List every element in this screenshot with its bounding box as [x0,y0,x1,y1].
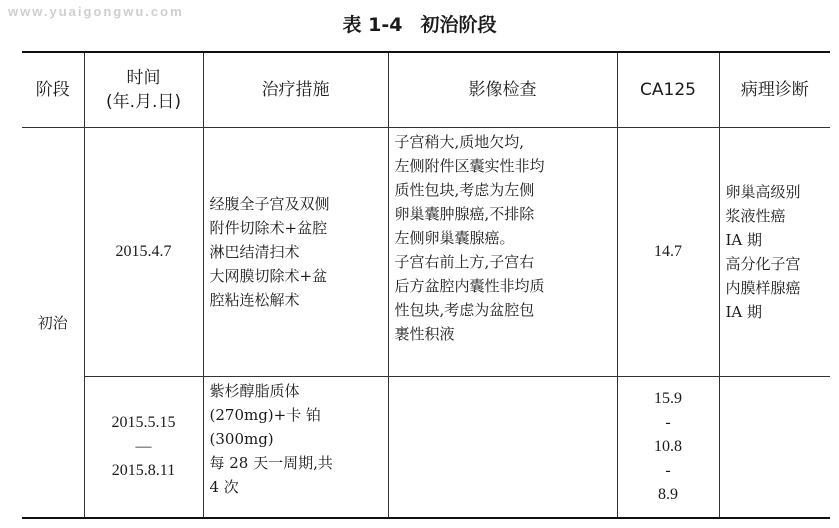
cell-line: 2015.8.11 [111,462,176,479]
treatment-table [22,51,830,519]
header-row [22,52,830,128]
date-cell: 2015.4.7 [84,128,203,377]
ca125-cell [617,377,719,519]
table-number: 表 1-4 [342,14,403,36]
date-cell [84,377,203,519]
cell-line: 左侧卵巢囊腺癌。 [394,229,515,247]
header-stage: 阶段 [22,52,84,128]
cell-line: 卵巢囊肿腺癌,不排除 [394,205,535,223]
table-row [22,377,830,519]
treatment-cell [203,377,388,519]
cell-line: 裹性积液 [394,325,455,343]
imaging-cell [388,377,617,519]
cell-line: 腔粘连松解术 [209,291,300,309]
cell-line: 子宫稍大,质地欠均, [394,133,525,151]
header-treatment: 治疗措施 [203,52,388,128]
cell-line: 8.9 [658,486,678,503]
ca125-cell [617,128,719,377]
cell-line: 4 次 [209,478,239,496]
pathology-cell [719,377,830,519]
cell-line: — [135,438,152,455]
cell-line: 附件切除术+盆腔 [209,219,328,237]
cell-line: - [665,414,671,431]
imaging-cell [388,128,617,377]
pathology-cell [719,128,830,377]
stage-cell: 初治 [22,128,84,519]
cell-line: IA 期 [725,231,763,249]
table-title [0,10,839,37]
cell-line: 紫杉醇脂质体 [209,382,300,400]
table-row [22,128,830,377]
header-imaging: 影像检查 [388,52,617,128]
cell-line: (270mg)+卡 铂 [209,406,321,424]
table-caption: 初治阶段 [420,14,497,36]
cell-line: 子宫右前上方,子宫右 [394,253,535,271]
cell-line: 15.9 [654,390,682,407]
cell-line: 内膜样腺癌 [725,279,801,297]
cell-line: 后方盆腔内囊性非均质 [394,277,545,295]
header-time: 时间 (年.月.日) [84,52,203,128]
cell-line: 大网膜切除术+盆 [209,267,328,285]
header-pathology: 病理诊断 [719,52,830,128]
cell-line: 性包块,考虑为盆腔包 [394,301,535,319]
cell-line: IA 期 [725,303,763,321]
header-ca125: CA125 [617,52,719,128]
cell-line: 2015.5.15 [111,414,176,431]
cell-line: 浆液性癌 [725,207,786,225]
cell-line: 高分化子宫 [725,255,801,273]
cell-line: - [665,462,671,479]
treatment-cell [203,128,388,377]
cell-line: 经腹全子宫及双侧 [209,195,330,213]
cell-line: 10.8 [654,438,682,455]
cell-line: 14.7 [654,243,682,260]
watermark: www.yuaigongwu.com [8,4,184,19]
cell-line: (300mg) [209,430,274,448]
cell-line: 淋巴结清扫术 [209,243,300,261]
cell-line: 每 28 天一周期,共 [209,454,333,472]
cell-line: 左侧附件区囊实性非均 [394,157,545,175]
cell-line: 卵巢高级别 [725,183,801,201]
cell-line: 质性包块,考虑为左侧 [394,181,535,199]
